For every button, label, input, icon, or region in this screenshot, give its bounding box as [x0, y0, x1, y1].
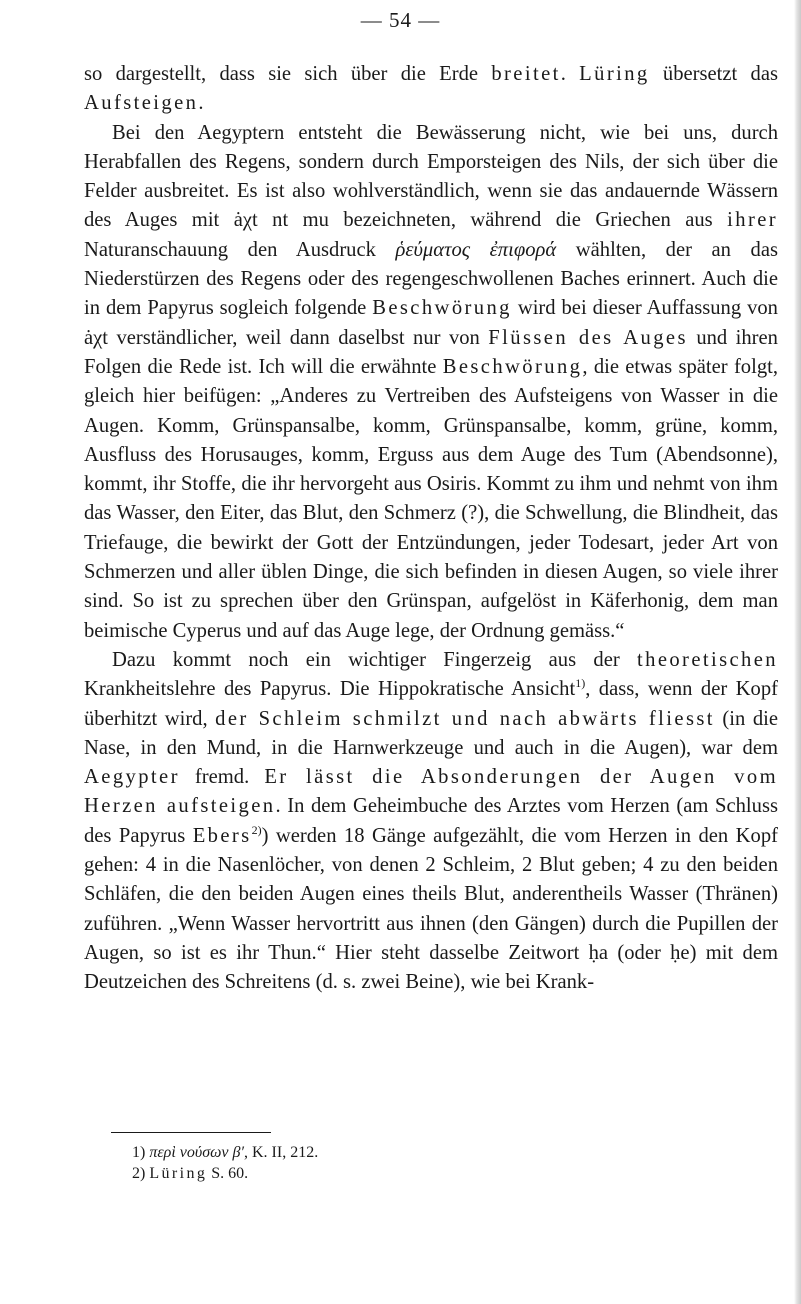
paragraph: [84, 646, 778, 998]
footnote-divider: [111, 1132, 271, 1133]
text-run: , dass, wenn der Kopf überhitzt wird,: [84, 678, 778, 730]
spaced-emphasis: Er lässt die Absonderungen der Augen vom Herzen aufsteigen: [84, 766, 778, 818]
page-edge-shadow: [794, 0, 801, 1304]
footnote-ref: 2): [251, 822, 262, 837]
spaced-emphasis: breitet: [491, 63, 561, 85]
text-run: und ihren Folgen die Rede ist. Ich will die erwähnte: [84, 326, 778, 378]
text-run: .: [198, 92, 204, 115]
footnote: [132, 1142, 772, 1163]
text-run: wählten, der an das Niederstürzen des Regens oder des regengeschwollenen Baches erinnert. Auch die in dem Papyrus sogleich folgende: [84, 238, 778, 320]
text-run: Bei den Aegyptern entsteht die Bewässerung nicht, wie bei uns, durch Herabfallen des Regens, sondern durch Emporsteigen des Nils, der sich über die Felder ausbreitet. Es ist also wohlverständlich, wenn sie das andauernde Wässern des Auges mit ȧχt nt mu bezeichneten, während die Griechen aus: [84, 121, 778, 232]
spaced-emphasis: Aufsteigen: [84, 92, 199, 115]
spaced-emphasis: theoretischen: [637, 648, 778, 671]
spaced-emphasis: Beschwörung: [372, 297, 512, 320]
text-run: fremd.: [179, 766, 265, 789]
spaced-emphasis: Ebers: [192, 824, 252, 847]
spaced-emphasis: Lüring: [579, 63, 650, 85]
text-run: wird bei dieser Auffassung von ȧχt verständlicher, weil dann daselbst nur von: [84, 297, 778, 349]
paragraph: [84, 119, 778, 646]
greek-term: ῥεύματος ἐπιφορά: [395, 238, 557, 261]
spaced-emphasis: der Schleim schmilzt und nach abwärts fliesst: [215, 707, 715, 730]
text-run: .: [560, 63, 580, 85]
spaced-emphasis: ihrer: [727, 209, 778, 232]
spaced-emphasis: Aegypter: [84, 766, 180, 789]
spaced-emphasis: Lüring: [149, 1165, 208, 1182]
footnote-ref: 1): [575, 676, 586, 691]
text-run: so dargestellt, dass sie sich über die Erde: [84, 63, 492, 85]
spaced-emphasis: Beschwörung: [442, 355, 583, 378]
footnote: [132, 1163, 772, 1184]
text-run: Naturanschauung den Ausdruck: [84, 238, 396, 261]
text-run: . In dem Geheimbuche des Arztes vom Herzen (am Schluss des Papyrus: [84, 795, 778, 847]
greek-term: περὶ νούσων β′: [149, 1144, 244, 1161]
page-number: — 54 —: [360, 8, 441, 32]
text-run: ) werden 18 Gänge aufgezählt, die vom Herzen in den Kopf gehen: 4 in die Nasenlöcher, von denen 2 Schleim, 2 Blut geben; 4 zu den beiden Schläfen, die den beiden Augen eines theils Blut, anderentheils Wasser (Thränen) zuführen. „Wenn Wasser hervortritt aus ihnen (den Gängen) durch die Pupillen der Augen, so ist es ihr Thun.“ Hier steht dasselbe Zeitwort ḥa (oder ḥe) mit dem Deutzeichen des Schreitens (d. s. zwei Beine), wie bei Krank-: [84, 824, 778, 994]
text-run: S. 60.: [207, 1165, 249, 1182]
paragraph: [84, 60, 778, 119]
body-text: [84, 60, 778, 998]
text-run: übersetzt das: [649, 63, 778, 85]
footnotes: [132, 1142, 772, 1184]
spaced-emphasis: Flüssen des Auges: [488, 326, 688, 349]
text-run: 1): [132, 1144, 150, 1161]
text-run: , die etwas später folgt, gleich hier beifügen: „Anderes zu Vertreiben des Aufsteigens von Wasser in die Augen. Komm, Grünspansalbe, komm, Grünspansalbe, komm, grüne, komm, Ausfluss des Horusauges, komm, Erguss aus dem Auge des Tum (Abendsonne), kommt, ihr Stoffe, die ihr hervorgeht aus Osiris. Kommt zu ihm und nehmt von ihm das Wasser, den Eiter, das Blut, den Schmerz (?), die Schwellung, die Blindheit, das Triefauge, die bewirkt der Gott der Entzündungen, jeder Todesart, jeder Art von Schmerzen und aller üblen Dinge, die sich befinden in diesen Augen, so viele ihrer sind. So ist zu sprechen über den Grünspan, aufgelöst in Käferhonig, dem man beimische Cyperus und auf das Auge lege, der Ordnung gemäss.“: [84, 355, 778, 642]
text-run: Krankheitslehre des Papyrus. Die Hippokratische Ansicht: [84, 678, 576, 701]
text-run: (in die Nase, in den Mund, in die Harnwerkzeuge und auch in die Augen), war dem: [84, 707, 778, 759]
text-run: Dazu kommt noch ein wichtiger Fingerzeig aus der: [112, 648, 637, 671]
text-run: , K. II, 212.: [243, 1144, 319, 1161]
text-run: 2): [132, 1165, 150, 1182]
